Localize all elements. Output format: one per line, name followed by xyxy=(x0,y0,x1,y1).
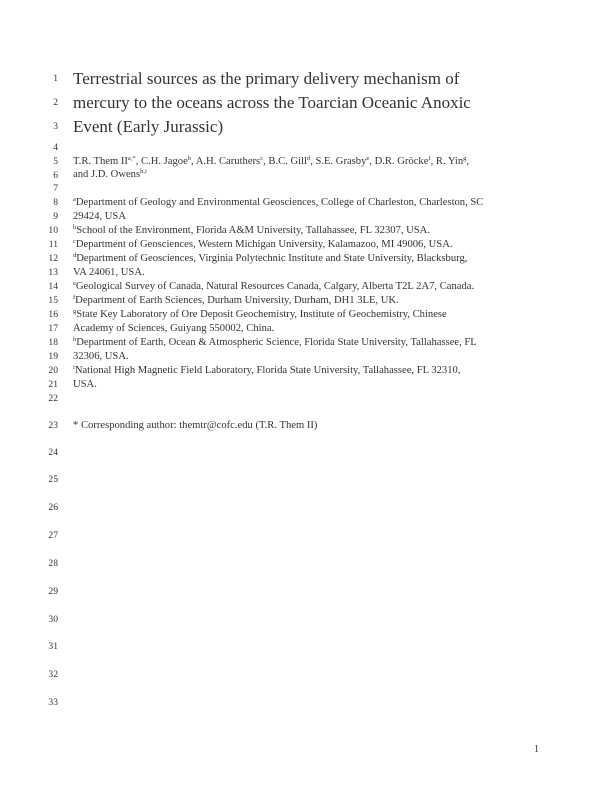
affiliation-b xyxy=(73,224,430,237)
author-affil-sup: c xyxy=(260,155,264,162)
line-number: 15 xyxy=(48,295,58,306)
affiliation-sup: d xyxy=(73,252,77,259)
affiliation-i xyxy=(73,364,460,377)
line-number: 25 xyxy=(48,474,58,485)
line-number: 24 xyxy=(48,447,58,458)
author-separator: , xyxy=(369,156,375,167)
corresponding-author: * Corresponding author: themtr@cofc.edu (T.R. Them II) xyxy=(73,420,318,431)
line-number: 11 xyxy=(48,239,58,250)
affiliation-sup: g xyxy=(73,308,77,315)
author-name: J.D. Owens xyxy=(90,169,141,180)
line-number: 27 xyxy=(48,530,58,541)
author-name: R. Yin xyxy=(435,156,464,167)
line-number: 20 xyxy=(48,365,58,376)
affiliation-text: Department of Geology and Environmental Geosciences, College of Charleston, Charleston, SC xyxy=(75,197,484,208)
line-number: 23 xyxy=(48,420,58,431)
line-number: 7 xyxy=(53,183,58,194)
line-number: 13 xyxy=(48,267,58,278)
affiliation-text: Department of Geosciences, Western Michigan University, Kalamazoo, MI 49006, USA. xyxy=(75,239,453,250)
author-name: T.R. Them II xyxy=(73,156,128,167)
author-affil-sup: b xyxy=(187,155,192,162)
author-separator: , xyxy=(466,156,470,167)
authors-line-2 xyxy=(73,168,147,181)
author-affil-sup: a,* xyxy=(127,155,136,162)
line-number: 22 xyxy=(48,393,58,404)
line-number: 33 xyxy=(48,697,58,708)
author-affil-sup: e xyxy=(366,155,370,162)
affiliation-sup: f xyxy=(73,294,76,301)
affiliation-g-cont: Academy of Sciences, Guiyang 550002, China. xyxy=(73,323,275,334)
affiliation-text: Geological Survey of Canada, Natural Resources Canada, Calgary, Alberta T2L 2A7, Canada. xyxy=(75,281,475,292)
line-number: 19 xyxy=(48,351,58,362)
author-name: S.E. Grasby xyxy=(315,156,367,167)
affiliation-a xyxy=(73,196,483,209)
affiliation-a-cont: 29424, USA xyxy=(73,211,126,222)
line-number: 18 xyxy=(48,337,58,348)
author-separator: , xyxy=(263,156,269,167)
author-name: D.R. Gröcke xyxy=(374,156,429,167)
title-line-1: Terrestrial sources as the primary delivery mechanism of xyxy=(73,69,460,88)
affiliation-i-cont: USA. xyxy=(73,379,97,390)
line-number: 2 xyxy=(53,97,58,108)
line-number: 1 xyxy=(53,73,58,84)
author-name: B.C. Gill xyxy=(268,156,307,167)
affiliation-sup: i xyxy=(73,364,75,371)
author-affil-sup: d xyxy=(306,155,311,162)
affiliation-f xyxy=(73,294,399,307)
line-number: 6 xyxy=(53,170,58,181)
author-affil-sup: f xyxy=(428,155,431,162)
line-number: 5 xyxy=(53,156,58,167)
affiliation-sup: a xyxy=(73,196,76,203)
line-number: 28 xyxy=(48,558,58,569)
affiliation-h xyxy=(73,336,477,349)
line-number: 3 xyxy=(53,121,58,132)
affiliation-text: Department of Earth Sciences, Durham University, Durham, DH1 3LE, UK. xyxy=(75,295,399,306)
line-number: 16 xyxy=(48,309,58,320)
author-and: and xyxy=(73,169,91,180)
affiliation-text: State Key Laboratory of Ore Deposit Geochemistry, Institute of Geochemistry, Chinese xyxy=(76,309,447,320)
author-separator: , xyxy=(135,156,141,167)
line-number: 8 xyxy=(53,197,58,208)
author-name: C.H. Jagoe xyxy=(140,156,188,167)
line-number: 26 xyxy=(48,502,58,513)
line-number: 21 xyxy=(48,379,58,390)
affiliation-sup: h xyxy=(73,336,77,343)
author-separator: , xyxy=(430,156,436,167)
line-number: 9 xyxy=(53,211,58,222)
affiliation-e xyxy=(73,280,474,293)
line-number: 30 xyxy=(48,614,58,625)
affiliation-text: National High Magnetic Field Laboratory, Florida State University, Tallahassee, FL 32310, xyxy=(74,365,461,376)
title-line-2: mercury to the oceans across the Toarcian Oceanic Anoxic xyxy=(73,93,471,112)
author-separator: , xyxy=(310,156,316,167)
affiliation-text: School of the Environment, Florida A&M University, Tallahassee, FL 32307, USA. xyxy=(76,225,430,236)
author-separator: , xyxy=(191,156,196,167)
page-number: 1 xyxy=(534,744,539,755)
affiliation-text: Department of Earth, Ocean & Atmospheric Science, Florida State University, Tallahassee, FL xyxy=(76,337,477,348)
line-number: 31 xyxy=(48,641,58,652)
affiliation-c xyxy=(73,238,453,251)
affiliation-sup: b xyxy=(73,224,77,231)
authors-line-1 xyxy=(73,155,469,168)
affiliation-g xyxy=(73,308,447,321)
author-affil-sup: g xyxy=(463,155,467,162)
author-affil-sup: h,i xyxy=(140,168,147,175)
affiliation-sup: c xyxy=(73,238,76,245)
line-number: 14 xyxy=(48,281,58,292)
affiliation-d-cont: VA 24061, USA. xyxy=(73,267,145,278)
affiliation-h-cont: 32306, USA. xyxy=(73,351,129,362)
title-line-3: Event (Early Jurassic) xyxy=(73,117,224,136)
line-number: 32 xyxy=(48,669,58,680)
affiliation-sup: e xyxy=(73,280,76,287)
affiliation-text: Department of Geosciences, Virginia Polytechnic Institute and State University, Blacksburg, xyxy=(76,253,468,264)
line-number: 29 xyxy=(48,586,58,597)
line-number: 12 xyxy=(48,253,58,264)
line-number: 17 xyxy=(48,323,58,334)
line-number: 4 xyxy=(53,142,58,153)
affiliation-d xyxy=(73,252,467,265)
line-number: 10 xyxy=(48,225,58,236)
author-name: A.H. Caruthers xyxy=(195,156,261,167)
